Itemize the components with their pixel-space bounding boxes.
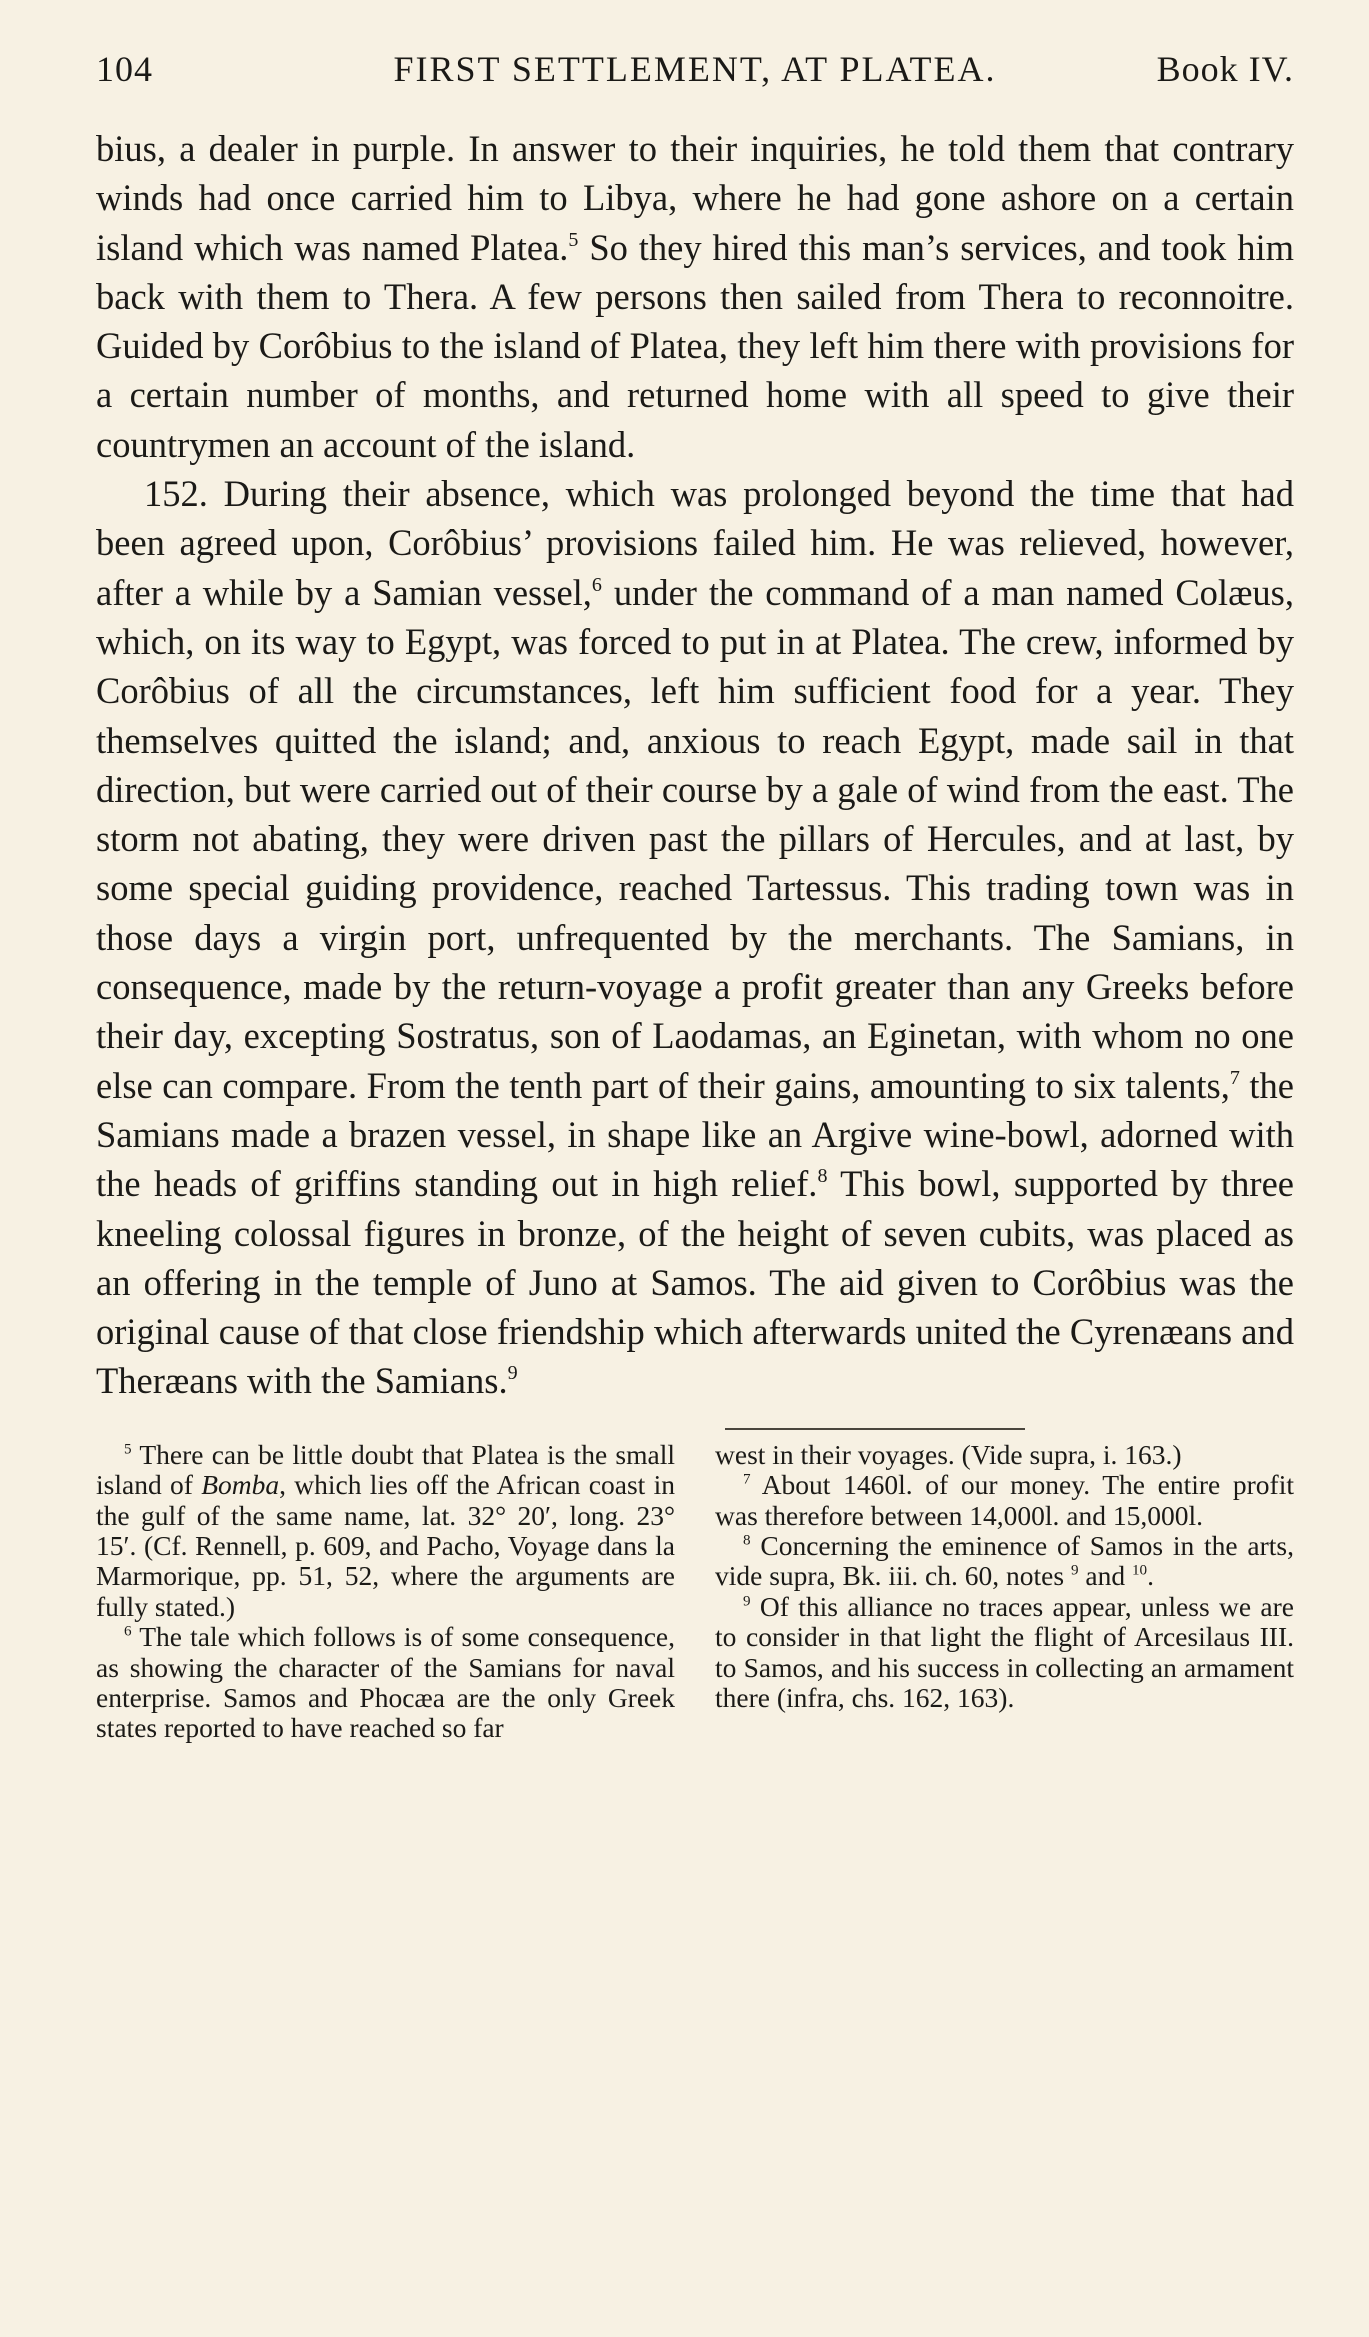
page-number: 104 [96,49,153,89]
paragraph-1 [96,124,1294,469]
text-span: Of this alliance no traces appear, unless we are to consider in that light the flight of Arcesilaus III. to Samos, and his success in collecting an armament there (infra, chs. 162, 163). [715,1590,1294,1713]
text-span: This bowl, supported by three kneeling colossal figures in bronze, of the height of seven cubits, was placed as an offering in the temple of Juno at Samos. The aid given to Corôbius was the original cause of that close friendship which afterwards united the Cyrenæans and Theræans with the Samians. [96,1163,1294,1402]
paragraph-152 [96,469,1294,1406]
text-span: The tale which follows is of some consequence, as showing the character of the Samians for naval enterprise. Samos and Phocæa are the only Greek states reported to have reached so far [96,1621,675,1744]
book-page [96,48,1294,1744]
running-header [96,48,1294,108]
text-span: the Samians made a brazen vessel, in shape like an Argive wine-bowl, adorned with the heads of griffins standing out in high relief. [96,1064,1294,1205]
footnote-ref-9: 9 [507,1362,518,1385]
footnote-column-left [96,1440,675,1744]
footnote-marker: 5 [124,1441,132,1458]
note-ref: 10 [1131,1562,1148,1579]
italic-text: Bomba [201,1469,280,1501]
footnotes [96,1440,1294,1744]
footnote-marker: 9 [743,1593,751,1610]
text-span: About 1460l. of our money. The entire profit was therefore between 14,000l. and 15,000l. [715,1469,1294,1531]
footnote-7 [715,1470,1294,1531]
footnote-6 [96,1622,675,1744]
text-span: So they hired this man’s services, and took him back with them to Thera. A few persons then sailed from Thera to reconnoitre. Guided by Corôbius to the island of Platea, they left him there with provisions for a certain number of months, and returned home with all speed to give their countrymen an account of the island. [96,226,1294,465]
text-span: . [1147,1560,1154,1592]
footnote-marker: 7 [743,1471,751,1488]
footnote-column-right [715,1440,1294,1744]
footnote-ref-5: 5 [568,228,579,251]
book-label: Book IV. [1156,49,1294,89]
footnote-6-continued: west in their voyages. (Vide supra, i. 163.) [715,1438,1182,1470]
text-span: , which lies off the African coast in the gulf of the same name, lat. 32° 20′, long. 23° 15′. (Cf. Rennell, p. 609, and Pacho, Voyage dans la Marmorique, pp. 51, 52, where the arguments are fully stated.) [96,1469,675,1622]
running-title: FIRST SETTLEMENT, AT PLATEA. [393,49,997,89]
text-span: under the command of a man named Colæus, which, on its way to Egypt, was forced to put in at Platea. The crew, informed by Corôbius of all the circumstances, left him sufficient food for a year. They themselves quitted the island; and, anxious to reach Egypt, made sail in that direction, but were carried out of their course by a gale of wind from the east. The storm not abating, they were driven past the pillars of Hercules, and at last, by some special guiding providence, reached Tartessus. This trading town was in those days a virgin port, unfrequented by the merchants. The Samians, in consequence, made by the return-voyage a profit greater than any Greeks before their day, excepting Sostratus, son of Laodamas, an Eginetan, with whom no one else can compare. From the tenth part of their gains, amounting to six talents, [96,571,1294,1106]
text-span: There can be little doubt that Platea is the small island of [96,1438,675,1501]
footnote-5 [96,1440,675,1622]
footnote-ref-7: 7 [1229,1066,1240,1089]
footnote-8 [715,1531,1294,1592]
note-ref: 9 [1070,1562,1079,1579]
footnote-marker: 6 [124,1623,132,1640]
text-span: 152. During their absence, which was prolonged beyond the time that had been agreed upon, Corôbius’ provisions failed him. He was relieved, however, after a while by a Samian vessel, [96,473,1294,613]
footnote-ref-6: 6 [591,573,602,596]
main-text [96,124,1294,1406]
footnote-marker: 8 [743,1532,751,1549]
text-span: bius, a dealer in purple. In answer to their inquiries, he told them that contrary winds had once carried him to Libya, where he had gone ashore on a certain island which was named Platea. [96,128,1294,268]
footnote-divider [725,1428,1025,1430]
footnote-9 [715,1592,1294,1714]
text-span: and [1078,1560,1132,1592]
text-span: Concerning the eminence of Samos in the arts, vide supra, Bk. iii. ch. 60, notes [715,1529,1294,1592]
footnote-ref-8: 8 [817,1165,828,1188]
